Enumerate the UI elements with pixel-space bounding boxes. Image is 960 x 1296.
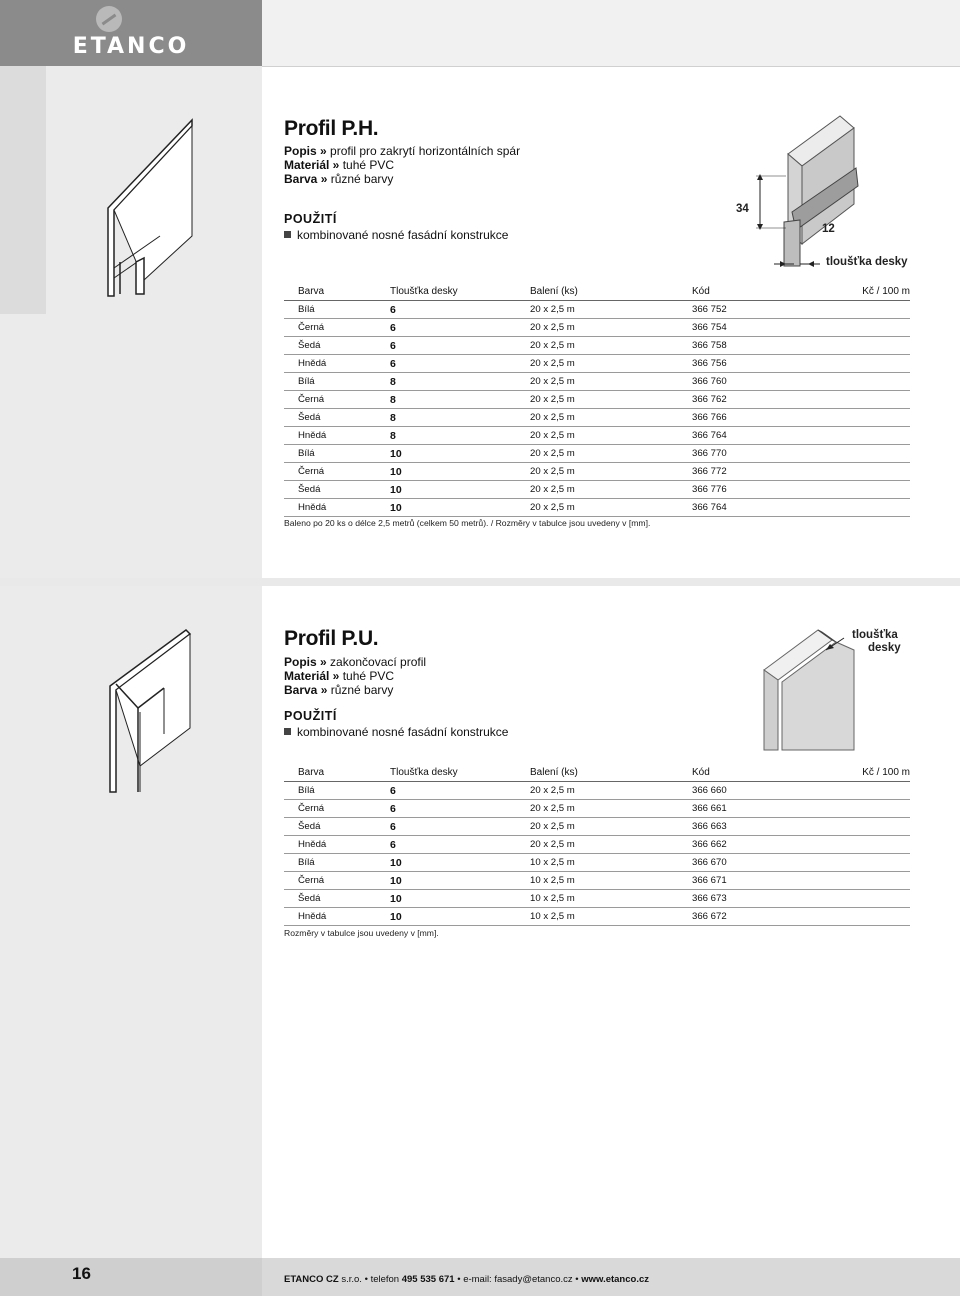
material-line: [284, 158, 520, 172]
cell-pack: 10 x 2,5 m: [530, 908, 692, 926]
cell-pack: 10 x 2,5 m: [530, 890, 692, 908]
cell-price: [832, 800, 910, 818]
cell-color: Šedá: [298, 337, 390, 355]
cell-pack: 20 x 2,5 m: [530, 337, 692, 355]
popis-line: [284, 144, 520, 158]
cell-thickness: 6: [390, 836, 530, 854]
cell-price: [832, 872, 910, 890]
section-divider: [0, 578, 960, 586]
cell-code: 366 776: [692, 481, 832, 499]
popis-line: [284, 655, 426, 669]
profile-pu-uses-item: [284, 725, 508, 739]
cell-price: [832, 499, 910, 517]
cell-thickness: 10: [390, 854, 530, 872]
popis-key: Popis »: [284, 655, 327, 669]
cell-pack: 20 x 2,5 m: [530, 481, 692, 499]
barva-key: Barva »: [284, 683, 328, 697]
row-spacer: [284, 854, 298, 872]
cell-price: [832, 818, 910, 836]
col-pack: Balení (ks): [530, 763, 692, 782]
cell-price: [832, 391, 910, 409]
footer-left-block: [0, 1258, 262, 1296]
cell-thickness: 8: [390, 427, 530, 445]
left-accent-panel: [0, 66, 46, 314]
cell-price: [832, 355, 910, 373]
cell-code: 366 663: [692, 818, 832, 836]
cell-price: [832, 319, 910, 337]
material-key: Materiál »: [284, 158, 340, 172]
table-row: [284, 872, 910, 890]
profile-pu-note: Rozměry v tabulce jsou uvedeny v [mm].: [284, 928, 439, 938]
table-row: [284, 463, 910, 481]
cell-price: [832, 427, 910, 445]
popis-key: Popis »: [284, 144, 327, 158]
table-row: [284, 373, 910, 391]
material-value: tuhé PVC: [339, 158, 395, 172]
cell-code: 366 764: [692, 427, 832, 445]
cell-pack: 10 x 2,5 m: [530, 854, 692, 872]
cell-pack: 10 x 2,5 m: [530, 872, 692, 890]
table-row: [284, 800, 910, 818]
cell-color: Černá: [298, 463, 390, 481]
row-spacer: [284, 373, 298, 391]
material-line: [284, 669, 426, 683]
cell-color: Šedá: [298, 409, 390, 427]
profile-ph-meta: [284, 144, 520, 186]
cell-pack: 20 x 2,5 m: [530, 409, 692, 427]
table-row: [284, 818, 910, 836]
cell-price: [832, 890, 910, 908]
col-code: Kód: [692, 282, 832, 301]
cell-color: Hnědá: [298, 499, 390, 517]
cell-pack: 20 x 2,5 m: [530, 319, 692, 337]
dim-34-label: 34: [736, 203, 749, 215]
cell-code: 366 754: [692, 319, 832, 337]
row-spacer: [284, 499, 298, 517]
cell-color: Bílá: [298, 854, 390, 872]
table-row: [284, 854, 910, 872]
table-header-row: [284, 763, 910, 782]
cell-color: Černá: [298, 391, 390, 409]
row-spacer: [284, 872, 298, 890]
col-price: Kč / 100 m: [832, 763, 910, 782]
footer-web-link[interactable]: www.etanco.cz: [581, 1274, 649, 1285]
cell-pack: 20 x 2,5 m: [530, 355, 692, 373]
footer-company: ETANCO CZ: [284, 1274, 339, 1285]
col-code: Kód: [692, 763, 832, 782]
profile-ph-uses-item: [284, 228, 508, 242]
footer-separator: •: [572, 1274, 582, 1285]
cell-pack: 20 x 2,5 m: [530, 499, 692, 517]
dim-thickness-label-1: tloušťka: [852, 629, 898, 641]
col-barva: Barva: [298, 763, 390, 782]
cell-color: Bílá: [298, 445, 390, 463]
cell-thickness: 10: [390, 463, 530, 481]
footer-company-suffix: s.r.o.: [338, 1274, 362, 1285]
cell-price: [832, 836, 910, 854]
header-bar: [262, 0, 960, 66]
popis-value: zakončovací profil: [326, 655, 427, 669]
cell-color: Šedá: [298, 481, 390, 499]
bullet-square-icon: [284, 231, 291, 238]
cell-thickness: 10: [390, 499, 530, 517]
col-thickness: Tloušťka desky: [390, 282, 530, 301]
cell-price: [832, 445, 910, 463]
cell-color: Hnědá: [298, 836, 390, 854]
profile-ph-uses-heading: POUŽITÍ: [284, 212, 337, 226]
cell-color: Šedá: [298, 818, 390, 836]
cell-thickness: 6: [390, 800, 530, 818]
material-key: Materiál »: [284, 669, 340, 683]
logo-text: ETANCO: [72, 34, 190, 59]
cell-thickness: 6: [390, 818, 530, 836]
cell-price: [832, 481, 910, 499]
cell-code: 366 752: [692, 301, 832, 319]
cell-code: 366 670: [692, 854, 832, 872]
cell-price: [832, 908, 910, 926]
row-spacer: [284, 800, 298, 818]
barva-key: Barva »: [284, 172, 328, 186]
header-divider: [262, 66, 960, 67]
cell-code: 366 762: [692, 391, 832, 409]
barva-line: [284, 172, 520, 186]
cell-color: Černá: [298, 800, 390, 818]
cell-code: 366 756: [692, 355, 832, 373]
cell-pack: 20 x 2,5 m: [530, 782, 692, 800]
cell-color: Černá: [298, 319, 390, 337]
cell-price: [832, 373, 910, 391]
cell-pack: 20 x 2,5 m: [530, 301, 692, 319]
profile-ph-dimension-diagram: [730, 94, 920, 274]
footer-contact: [284, 1274, 649, 1285]
profile-ph-table: [284, 282, 910, 517]
cell-thickness: 6: [390, 782, 530, 800]
table-row: [284, 319, 910, 337]
col-price: Kč / 100 m: [832, 282, 910, 301]
dim-12-label: 12: [822, 223, 835, 235]
col-barva: Barva: [298, 282, 390, 301]
footer-phone: 495 535 671: [401, 1274, 455, 1285]
profile-pu-uses-heading: POUŽITÍ: [284, 709, 337, 723]
cell-code: 366 760: [692, 373, 832, 391]
cell-code: 366 758: [692, 337, 832, 355]
cell-color: Šedá: [298, 890, 390, 908]
table-row: [284, 836, 910, 854]
cell-price: [832, 463, 910, 481]
table-row: [284, 409, 910, 427]
profile-ph-title: Profil P.H.: [284, 117, 379, 140]
cell-thickness: 6: [390, 301, 530, 319]
cell-thickness: 6: [390, 355, 530, 373]
footer-email[interactable]: e-mail: fasady@etanco.cz: [463, 1274, 573, 1285]
cell-thickness: 10: [390, 908, 530, 926]
cell-code: 366 673: [692, 890, 832, 908]
cell-color: Hnědá: [298, 355, 390, 373]
profile-ph-drawing: [100, 118, 200, 298]
material-value: tuhé PVC: [339, 669, 395, 683]
profile-ph-note: Baleno po 20 ks o délce 2,5 metrů (celkem 50 metrů). / Rozměry v tabulce jsou uvedeny v [mm].: [284, 518, 651, 528]
footer-separator: •: [454, 1274, 464, 1285]
cell-price: [832, 337, 910, 355]
logo-icon: [96, 6, 122, 32]
logo-block: [0, 0, 262, 66]
row-spacer: [284, 481, 298, 499]
cell-thickness: 6: [390, 319, 530, 337]
cell-thickness: 10: [390, 481, 530, 499]
row-spacer: [284, 427, 298, 445]
row-spacer: [284, 890, 298, 908]
barva-value: různé barvy: [327, 683, 394, 697]
table-row: [284, 445, 910, 463]
cell-color: Hnědá: [298, 427, 390, 445]
cell-code: 366 661: [692, 800, 832, 818]
table-row: [284, 391, 910, 409]
row-spacer: [284, 463, 298, 481]
cell-pack: 20 x 2,5 m: [530, 818, 692, 836]
cell-price: [832, 301, 910, 319]
cell-price: [832, 854, 910, 872]
bullet-square-icon: [284, 728, 291, 735]
col-pack: Balení (ks): [530, 282, 692, 301]
dim-thickness-label-2: desky: [868, 642, 901, 654]
cell-code: 366 672: [692, 908, 832, 926]
table-row: [284, 337, 910, 355]
cell-pack: 20 x 2,5 m: [530, 800, 692, 818]
cell-pack: 20 x 2,5 m: [530, 836, 692, 854]
table-row: [284, 908, 910, 926]
row-spacer: [284, 391, 298, 409]
cell-thickness: 8: [390, 409, 530, 427]
profile-pu-table: [284, 763, 910, 926]
cell-pack: 20 x 2,5 m: [530, 427, 692, 445]
col-thickness: Tloušťka desky: [390, 763, 530, 782]
cell-color: Hnědá: [298, 908, 390, 926]
row-spacer: [284, 355, 298, 373]
cell-code: 366 671: [692, 872, 832, 890]
cell-code: 366 660: [692, 782, 832, 800]
table-row: [284, 355, 910, 373]
cell-code: 366 764: [692, 499, 832, 517]
table-header-row: [284, 282, 910, 301]
cell-color: Bílá: [298, 782, 390, 800]
row-spacer: [284, 337, 298, 355]
footer-phone-label: telefon: [370, 1274, 402, 1285]
cell-code: 366 662: [692, 836, 832, 854]
cell-price: [832, 409, 910, 427]
uses-item-text: kombinované nosné fasádní konstrukce: [297, 228, 509, 242]
table-row: [284, 890, 910, 908]
profile-pu-drawing: [104, 624, 200, 800]
cell-thickness: 10: [390, 872, 530, 890]
profile-pu-meta: [284, 655, 426, 697]
cell-pack: 20 x 2,5 m: [530, 391, 692, 409]
row-spacer: [284, 409, 298, 427]
dim-thickness-label: tloušťka desky: [826, 256, 908, 268]
cell-code: 366 772: [692, 463, 832, 481]
cell-pack: 20 x 2,5 m: [530, 373, 692, 391]
cell-thickness: 10: [390, 445, 530, 463]
popis-value: profil pro zakrytí horizontálních spár: [326, 144, 521, 158]
table-row: [284, 427, 910, 445]
barva-value: různé barvy: [327, 172, 394, 186]
cell-thickness: 10: [390, 890, 530, 908]
cell-thickness: 8: [390, 373, 530, 391]
cell-price: [832, 782, 910, 800]
uses-item-text: kombinované nosné fasádní konstrukce: [297, 725, 509, 739]
cell-pack: 20 x 2,5 m: [530, 445, 692, 463]
row-spacer: [284, 301, 298, 319]
cell-color: Bílá: [298, 373, 390, 391]
page-number: 16: [72, 1264, 91, 1283]
cell-color: Bílá: [298, 301, 390, 319]
cell-code: 366 766: [692, 409, 832, 427]
profile-pu-title: Profil P.U.: [284, 627, 379, 650]
row-spacer: [284, 319, 298, 337]
cell-code: 366 770: [692, 445, 832, 463]
barva-line: [284, 683, 426, 697]
row-spacer: [284, 445, 298, 463]
table-row: [284, 499, 910, 517]
profile-pu-dimension-diagram: [756, 620, 916, 752]
footer-separator: •: [361, 1274, 371, 1285]
cell-thickness: 6: [390, 337, 530, 355]
cell-color: Černá: [298, 872, 390, 890]
table-row: [284, 782, 910, 800]
cell-thickness: 8: [390, 391, 530, 409]
row-spacer: [284, 908, 298, 926]
row-spacer: [284, 818, 298, 836]
row-spacer: [284, 782, 298, 800]
table-row: [284, 301, 910, 319]
cell-pack: 20 x 2,5 m: [530, 463, 692, 481]
table-row: [284, 481, 910, 499]
row-spacer: [284, 836, 298, 854]
